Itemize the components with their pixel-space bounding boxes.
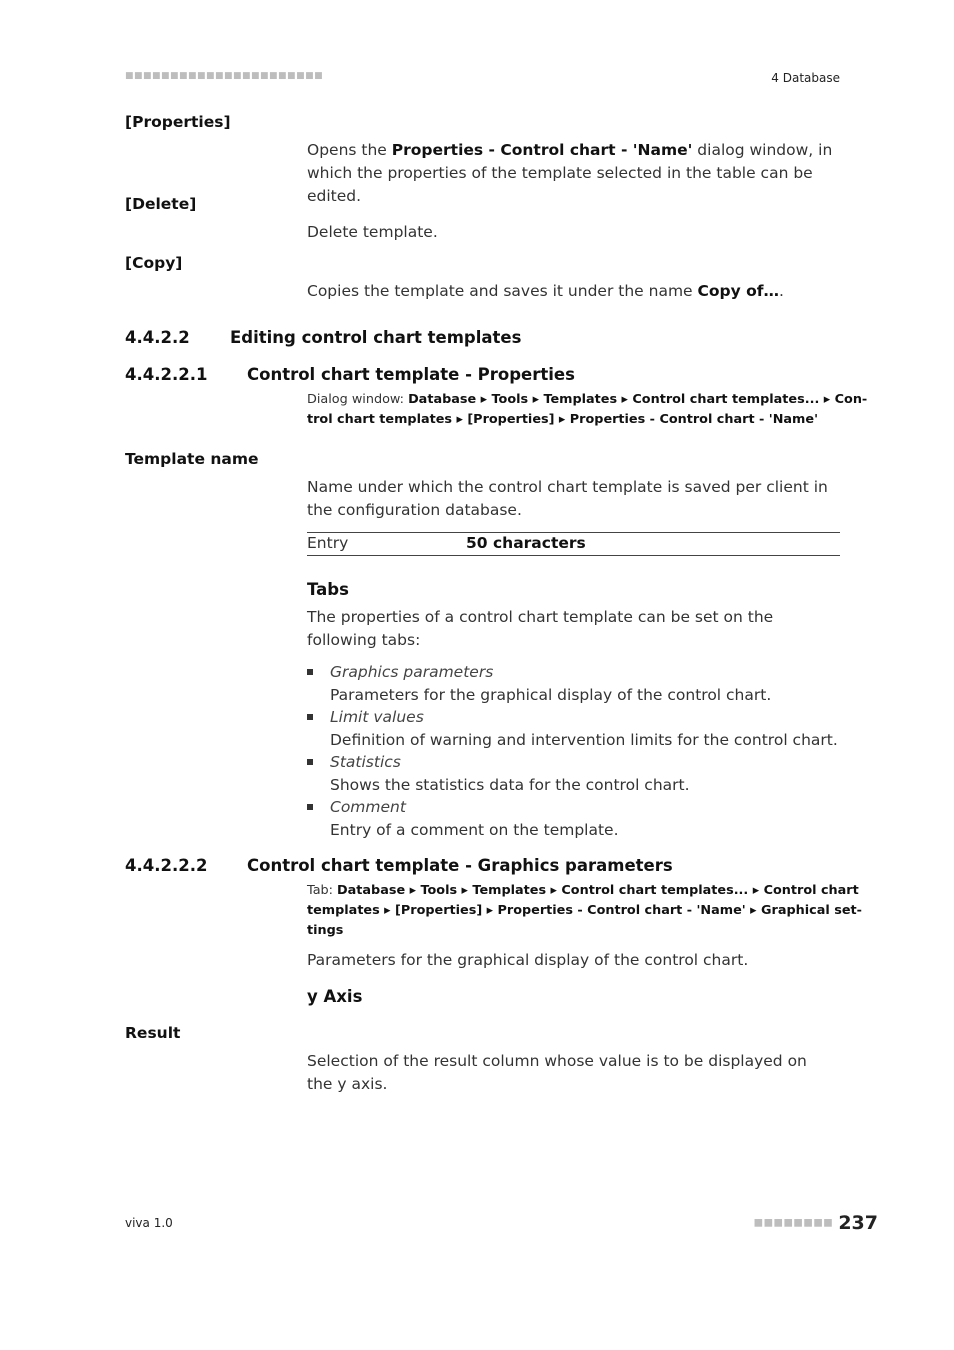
list-item [307, 796, 840, 841]
tabs-heading: Tabs [307, 580, 349, 599]
tab-description: Definition of warning and intervention limits for the control chart. [330, 730, 838, 749]
copy-description [307, 280, 840, 303]
term-delete: [Delete] [125, 195, 197, 213]
page-number: 237 [838, 1212, 878, 1234]
path-line: trol chart templates ▸ [Properties] ▸ Properties - Control chart - 'Name' [307, 412, 818, 427]
entry-table [307, 532, 840, 556]
term-properties: [Properties] [125, 113, 231, 131]
path-line: Database ▸ Tools ▸ Templates ▸ Control chart templates... ▸ Con- [408, 392, 868, 407]
bullet-icon [307, 669, 313, 675]
term-result: Result [125, 1024, 181, 1042]
properties-description [307, 139, 840, 208]
tab-name: Statistics [330, 753, 401, 771]
footer-product: viva 1.0 [125, 1216, 173, 1230]
term-copy: [Copy] [125, 254, 183, 272]
template-name-description: Name under which the control chart template is saved per client in the configuration database. [307, 478, 828, 519]
tab-description: Parameters for the graphical display of the control chart. [330, 685, 772, 704]
section-number: 4.4.2.2.2 [125, 856, 208, 875]
copy-name: Copy of… [697, 282, 780, 300]
tab-description: Shows the statistics data for the control chart. [330, 775, 690, 794]
section-title: Control chart template - Properties [247, 365, 575, 384]
path-line: templates ▸ [Properties] ▸ Properties - Control chart - 'Name' ▸ Graphical set- [307, 903, 862, 918]
bullet-icon [307, 804, 313, 810]
tabs-list [307, 661, 840, 841]
path-prefix: Tab: [307, 883, 338, 898]
section-heading-44222 [125, 856, 673, 875]
tabs-intro: The properties of a control chart template can be set on the following tabs: [307, 608, 774, 649]
section-title: Control chart template - Graphics parameters [247, 856, 673, 875]
header-decoration: ■■■■■■■■■■■■■■■■■■■■■■ [125, 71, 324, 81]
path-line: tings [307, 923, 344, 938]
section-number: 4.4.2.2.1 [125, 365, 208, 384]
properties-desc-text-2: dialog window, in which the properties of the template selected in the table can be edited. [307, 141, 833, 205]
path-prefix: Dialog window: [307, 392, 409, 407]
term-template-name: Template name [125, 450, 259, 468]
y-axis-heading: y Axis [307, 987, 363, 1006]
graphics-description: Parameters for the graphical display of the control chart. [307, 951, 749, 969]
footer-page [754, 1212, 878, 1234]
section-heading-44221 [125, 365, 575, 384]
tab-name: Comment [330, 798, 406, 816]
tab-path [307, 881, 862, 941]
section-heading-4422 [125, 328, 521, 347]
copy-desc-text: Copies the template and saves it under the name [307, 282, 698, 300]
properties-dialog-name: Properties - Control chart - 'Name' [391, 141, 693, 159]
copy-desc-text-2: . [779, 282, 784, 300]
entry-label: Entry [307, 534, 349, 552]
tab-name: Graphics parameters [330, 663, 494, 681]
bullet-icon [307, 714, 313, 720]
list-item [307, 751, 840, 796]
section-title: Editing control chart templates [230, 328, 522, 347]
result-description: Selection of the result column whose value is to be displayed on the y axis. [307, 1052, 807, 1093]
tab-name: Limit values [330, 708, 424, 726]
entry-value: 50 characters [466, 534, 586, 552]
list-item [307, 661, 840, 706]
footer-decoration: ■■■■■■■■ [753, 1217, 834, 1229]
tab-description: Entry of a comment on the template. [330, 820, 619, 839]
delete-description: Delete template. [307, 223, 438, 241]
bullet-icon [307, 759, 313, 765]
list-item [307, 706, 840, 751]
path-line: Database ▸ Tools ▸ Templates ▸ Control chart templates... ▸ Control chart [337, 883, 859, 898]
chapter-title: 4 Database [771, 71, 840, 85]
dialog-path [307, 390, 868, 430]
properties-desc-text: Opens the [307, 141, 392, 159]
section-number: 4.4.2.2 [125, 328, 190, 347]
